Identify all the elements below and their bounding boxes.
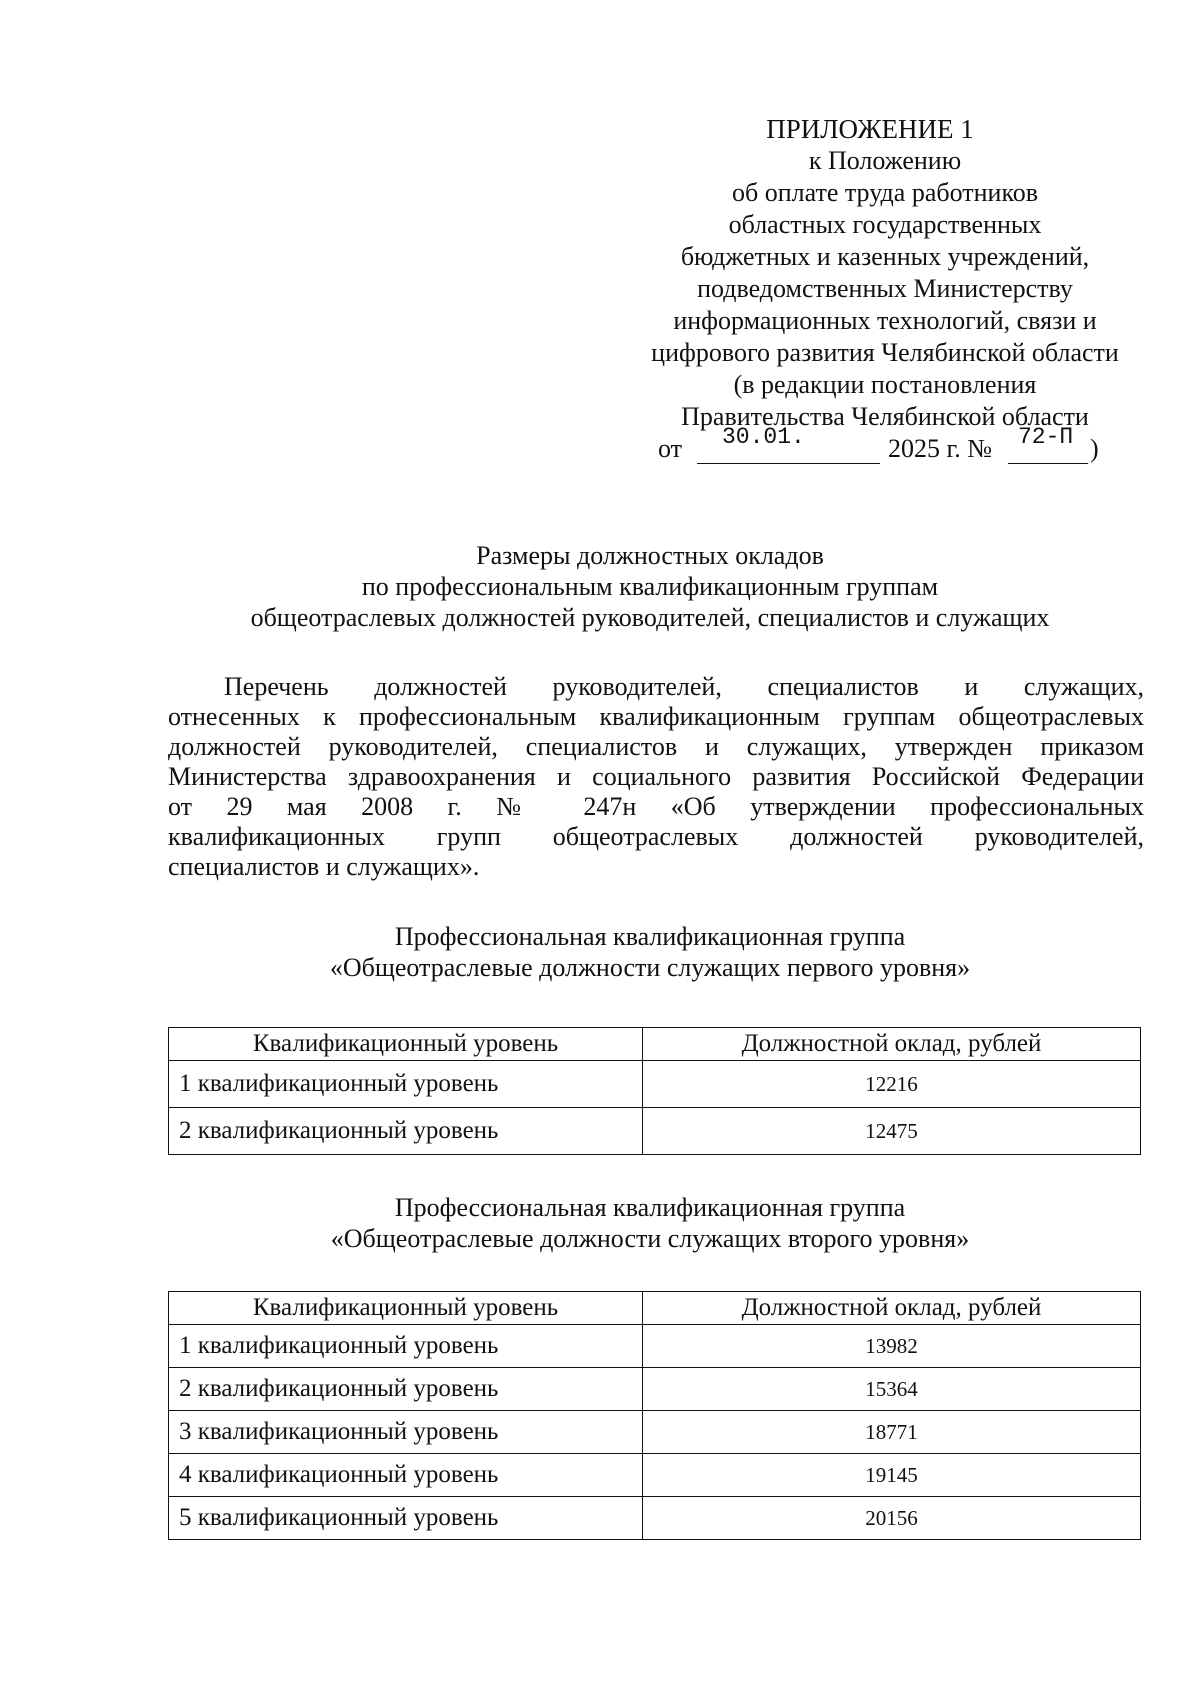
- paragraph-line: должностей руководителей, специалистов и служащих, утвержден приказом: [168, 732, 1144, 761]
- appendix-line: к Положению: [808, 146, 962, 175]
- resolution-number: 72-П: [1018, 424, 1074, 450]
- group-title-line: Профессиональная квалификационная группа: [394, 922, 906, 951]
- appendix-line: областных государственных: [728, 210, 1042, 239]
- table-row: [169, 1108, 1141, 1155]
- paragraph-line: Министерства здравоохранения и социального развития Российской Федерации: [168, 762, 1144, 791]
- table-row: [169, 1368, 1141, 1411]
- table-row: [169, 1454, 1141, 1497]
- resolution-year: 2025 г. №: [888, 434, 993, 463]
- salary-value: 20156: [643, 1497, 1141, 1540]
- appendix-line: (в редакции постановления: [733, 370, 1037, 399]
- appendix-header: [600, 113, 1170, 467]
- qualification-level: 1 квалификационный уровень: [169, 1325, 643, 1368]
- salary-table-level-1: [168, 1027, 1141, 1155]
- qualification-level: 3 квалификационный уровень: [169, 1411, 643, 1454]
- table-row: [169, 1325, 1141, 1368]
- table-row: [169, 1061, 1141, 1108]
- salary-value: 12475: [643, 1108, 1141, 1155]
- salary-value: 18771: [643, 1411, 1141, 1454]
- appendix-line: Правительства Челябинской области: [681, 402, 1089, 431]
- appendix-line: бюджетных и казенных учреждений,: [680, 242, 1090, 271]
- salary-table-level-2: [168, 1291, 1141, 1540]
- group-title-line: «Общеотраслевые должности служащих второго уровня»: [330, 1224, 970, 1253]
- paragraph-line: Перечень должностей руководителей, специалистов и служащих,: [224, 672, 1144, 701]
- closing-paren: ): [1090, 434, 1099, 463]
- qualification-level: 1 квалификационный уровень: [169, 1061, 643, 1108]
- table-header-row: [169, 1028, 1141, 1061]
- qualification-level: 4 квалификационный уровень: [169, 1454, 643, 1497]
- appendix-title: ПРИЛОЖЕНИЕ 1: [766, 114, 974, 144]
- salary-value: 15364: [643, 1368, 1141, 1411]
- appendix-line: подведомственных Министерству: [697, 274, 1073, 303]
- column-header: Должностной оклад, рублей: [643, 1292, 1141, 1325]
- group-title-line: «Общеотраслевые должности служащих первого уровня»: [329, 953, 971, 982]
- appendix-line: информационных технологий, связи и: [673, 306, 1097, 335]
- qualification-level: 5 квалификационный уровень: [169, 1497, 643, 1540]
- resolution-date-line: [600, 424, 1170, 467]
- body-paragraph: [168, 672, 1144, 882]
- table-header-row: [169, 1292, 1141, 1325]
- appendix-line: об оплате труда работников: [731, 178, 1039, 207]
- date-prefix: от: [658, 434, 683, 463]
- column-header: Должностной оклад, рублей: [643, 1028, 1141, 1061]
- table-row: [169, 1411, 1141, 1454]
- group-title-line: Профессиональная квалификационная группа: [394, 1193, 906, 1222]
- document-heading: [160, 540, 1140, 633]
- qualification-level: 2 квалификационный уровень: [169, 1108, 643, 1155]
- qualification-level: 2 квалификационный уровень: [169, 1368, 643, 1411]
- salary-value: 13982: [643, 1325, 1141, 1368]
- resolution-date: 30.01.: [722, 424, 805, 450]
- heading-line: по профессиональным квалификационным группам: [361, 572, 939, 601]
- paragraph-line: отнесенных к профессиональным квалификационным группам общеотраслевых: [168, 702, 1144, 731]
- heading-line: общеотраслевых должностей руководителей, специалистов и служащих: [250, 603, 1050, 632]
- group-1-title: [160, 921, 1140, 983]
- column-header: Квалификационный уровень: [169, 1028, 643, 1061]
- paragraph-line: от 29 мая 2008 г. № 247н «Об утверждении профессиональных: [168, 792, 1144, 821]
- heading-line: Размеры должностных окладов: [476, 541, 824, 570]
- group-2-title: [160, 1192, 1140, 1254]
- table-row: [169, 1497, 1141, 1540]
- column-header: Квалификационный уровень: [169, 1292, 643, 1325]
- paragraph-line: квалификационных групп общеотраслевых должностей руководителей,: [168, 822, 1144, 851]
- appendix-line: цифрового развития Челябинской области: [651, 338, 1119, 367]
- salary-value: 12216: [643, 1061, 1141, 1108]
- salary-value: 19145: [643, 1454, 1141, 1497]
- number-underline: [1008, 463, 1088, 464]
- date-underline: [697, 463, 880, 464]
- paragraph-line: специалистов и служащих».: [168, 852, 480, 881]
